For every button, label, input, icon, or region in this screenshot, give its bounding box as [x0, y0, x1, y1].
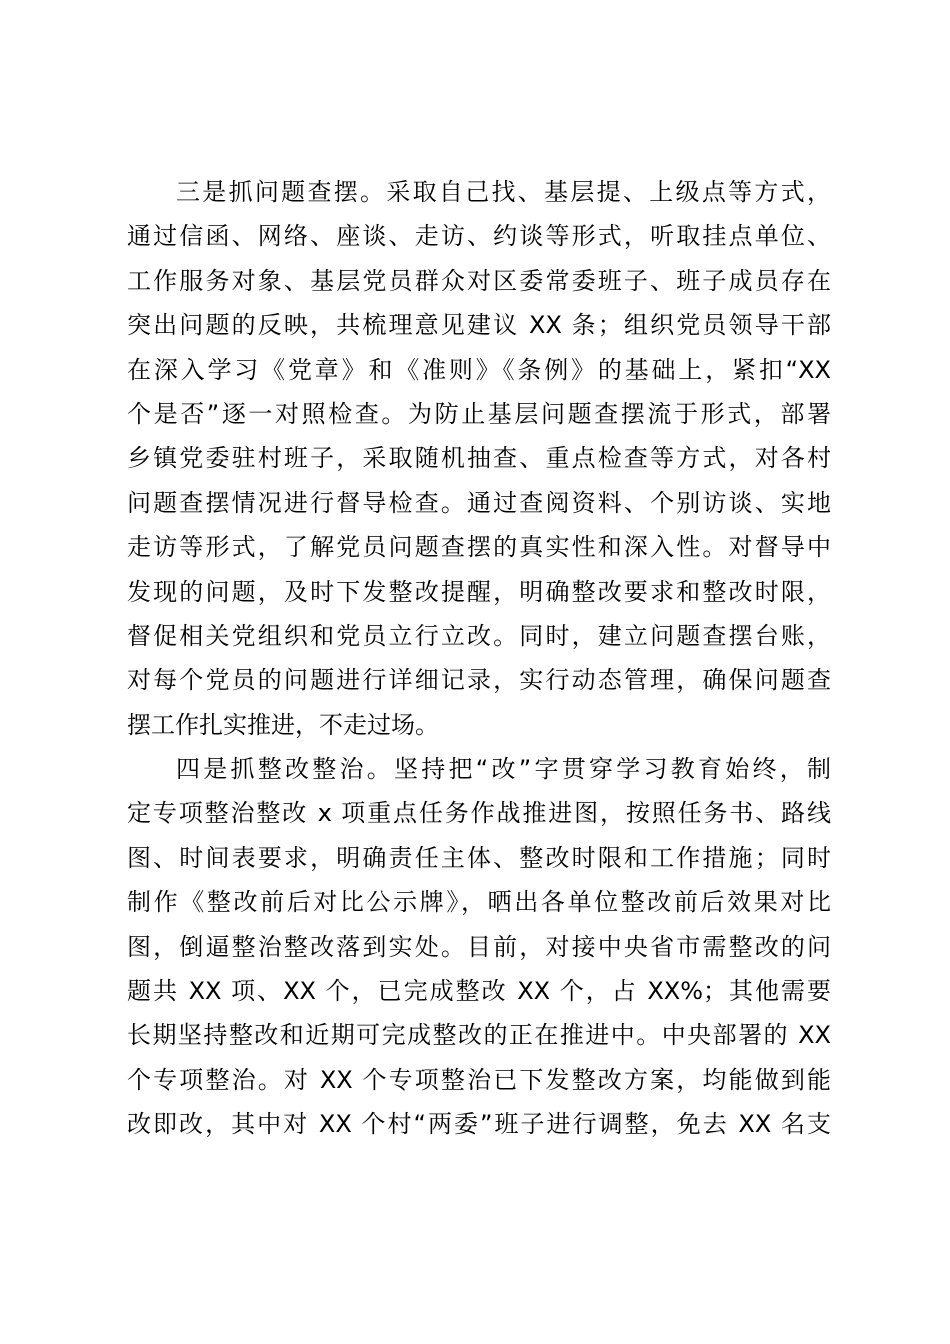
paragraph-problem-review	[127, 170, 831, 747]
text-line: 四是抓整改整治。坚持把“改”字贯穿学习教育始终，制	[176, 755, 831, 784]
text-line: 改即改，其中对 XX 个村“两委”班子进行调整，免去 XX 名支	[127, 1110, 831, 1139]
text-line: 长期坚持整改和近期可完成整改的正在推进中。中央部署的 XX	[127, 1021, 831, 1050]
document-body	[127, 170, 831, 1147]
text-line: 在深入学习《党章》和《准则》《条例》的基础上，紧扣“XX	[127, 355, 831, 384]
paragraph-rectification	[127, 747, 831, 1147]
text-line: 图，倒逼整治整改落到实处。目前，对接中央省市需整改的问	[127, 932, 831, 961]
text-line: 乡镇党委驻村班子，采取随机抽查、重点检查等方式，对各村	[127, 444, 831, 473]
text-line: 个专项整治。对 XX 个专项整治已下发整改方案，均能做到能	[127, 1065, 831, 1094]
text-line: 通过信函、网络、座谈、走访、约谈等形式，听取挂点单位、	[127, 222, 831, 251]
text-line: 制作《整改前后对比公示牌》，晒出各单位整改前后效果对比	[127, 888, 831, 917]
text-line: 题共 XX 项、XX 个，已完成整改 XX 个，占 XX%；其他需要	[127, 977, 831, 1006]
text-line: 工作服务对象、基层党员群众对区委常委班子、班子成员存在	[127, 266, 831, 295]
text-line: 督促相关党组织和党员立行立改。同时，建立问题查摆台账，	[127, 621, 831, 650]
text-line: 发现的问题，及时下发整改提醒，明确整改要求和整改时限，	[127, 577, 831, 606]
text-line: 摆工作扎实推进，不走过场。	[127, 710, 439, 739]
text-line: 个是否”逐一对照检查。为防止基层问题查摆流于形式，部署	[127, 399, 831, 428]
text-line: 定专项整治整改 x 项重点任务作战推进图，按照任务书、路线	[127, 799, 831, 828]
text-line: 三是抓问题查摆。采取自己找、基层提、上级点等方式，	[176, 178, 831, 206]
text-line: 走访等形式，了解党员问题查摆的真实性和深入性。对督导中	[127, 533, 831, 562]
text-line: 突出问题的反映，共梳理意见建议 XX 条；组织党员领导干部	[127, 311, 831, 340]
text-line: 对每个党员的问题进行详细记录，实行动态管理，确保问题查	[127, 666, 831, 695]
text-line: 图、时间表要求，明确责任主体、整改时限和工作措施；同时	[127, 843, 831, 872]
text-line: 问题查摆情况进行督导检查。通过查阅资料、个别访谈、实地	[127, 488, 831, 517]
